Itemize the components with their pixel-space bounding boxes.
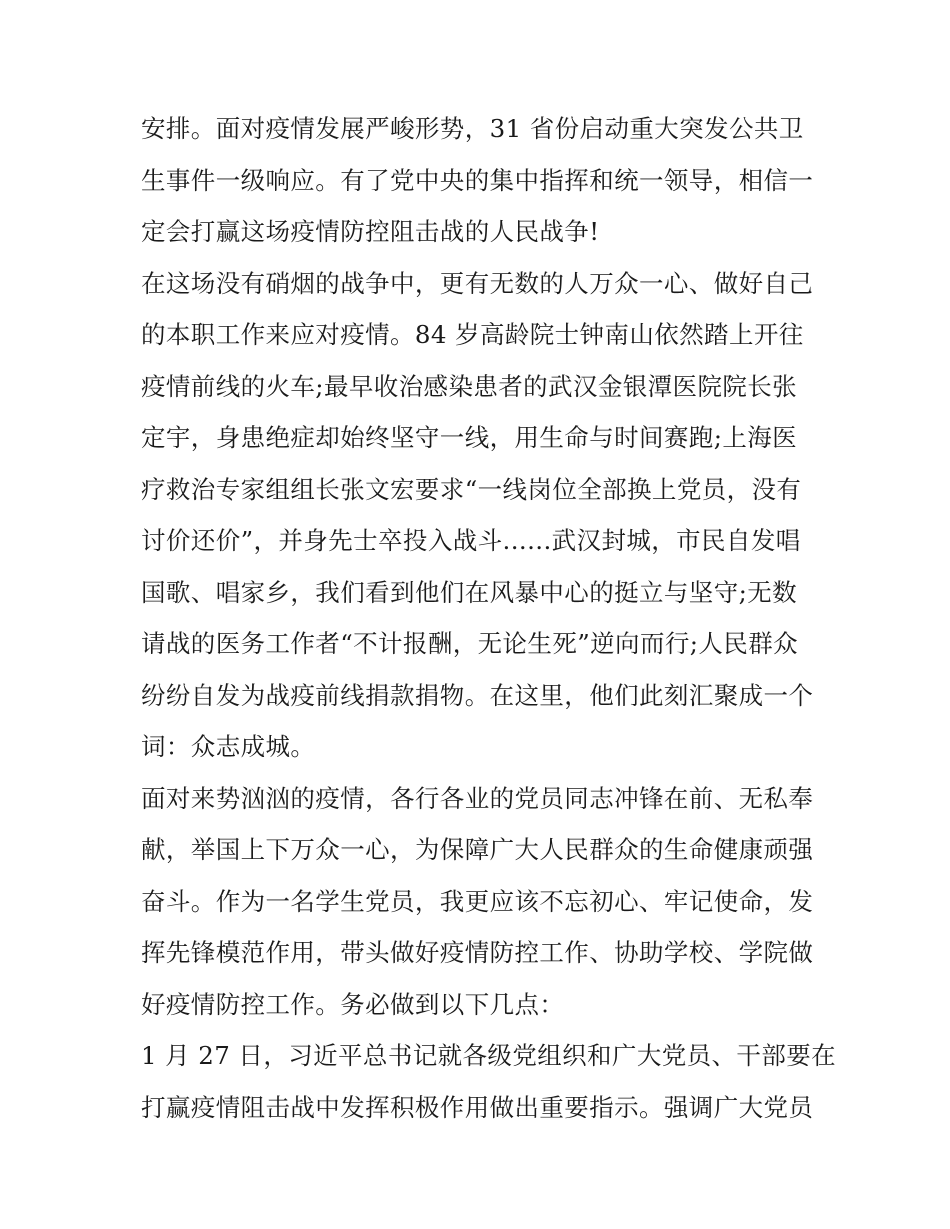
text-line: 1 月 27 日，习近平总书记就各级党组织和广大党员、干部要在: [141, 1041, 837, 1070]
text-line: 讨价还价”，并身先士卒投入战斗......武汉封城，市民自发唱: [141, 526, 801, 555]
text-line: 疫情前线的火车;最早收治感染患者的武汉金银潭医院院长张: [141, 371, 798, 401]
text-line: 定会打赢这场疫情防控阻击战的人民战争!: [141, 217, 600, 246]
text-line: 面对来势汹汹的疫情，各行各业的党员同志冲锋在前、无私奉: [141, 783, 814, 813]
text-line: 打赢疫情阻击战中发挥积极作用做出重要指示。强调广大党员: [141, 1092, 814, 1122]
text-line: 生事件一级响应。有了党中央的集中指挥和统一领导，相信一: [141, 165, 814, 195]
text-line: 请战的医务工作者“不计报酬，无论生死”逆向而行;人民群众: [141, 629, 799, 658]
text-line: 疗救治专家组组长张文宏要求“一线岗位全部换上党员，没有: [141, 474, 802, 504]
text-line: 安排。面对疫情发展严峻形势，31 省份启动重大突发公共卫: [141, 114, 804, 143]
text-line: 的本职工作来应对疫情。84 岁高龄院士钟南山依然踏上开往: [141, 320, 804, 349]
text-line: 国歌、唱家乡，我们看到他们在风暴中心的挺立与坚守;无数: [141, 577, 798, 607]
text-line: 献，举国上下万众一心，为保障广大人民群众的生命健康顽强: [141, 835, 814, 864]
text-line: 挥先锋模范作用，带头做好疫情防控工作、协助学校、学院做: [141, 938, 814, 967]
text-line: 奋斗。作为一名学生党员，我更应该不忘初心、牢记使命，发: [141, 886, 814, 916]
text-line: 在这场没有硝烟的战争中，更有无数的人万众一心、做好自己: [141, 268, 814, 298]
text-line: 纷纷自发为战疫前线捐款捐物。在这里，他们此刻汇聚成一个: [141, 680, 814, 710]
text-line: 好疫情防控工作。务必做到以下几点：: [141, 989, 565, 1019]
text-line: 词：众志成城。: [141, 732, 316, 761]
text-line: 定宇，身患绝症却始终坚守一线，用生命与时间赛跑;上海医: [141, 423, 798, 452]
document-body: [141, 103, 837, 1133]
